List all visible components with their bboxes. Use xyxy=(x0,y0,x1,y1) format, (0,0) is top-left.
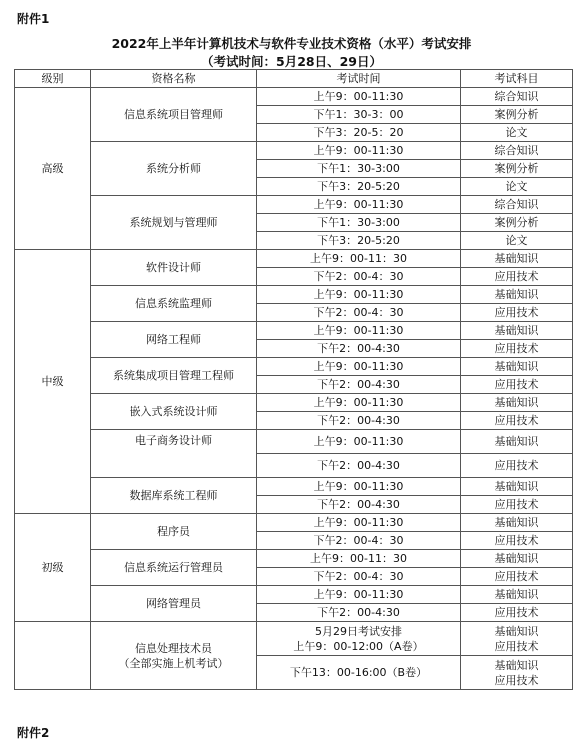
exam-subject: 综合知识 xyxy=(461,88,573,106)
qualification-name: 网络管理员 xyxy=(91,586,257,622)
exam-subject: 案例分析 xyxy=(461,160,573,178)
table-row xyxy=(15,142,573,160)
exam-time: 上午9：00-11:30 xyxy=(257,142,461,160)
exam-subject: 基础知识 xyxy=(461,478,573,496)
header-subject: 考试科目 xyxy=(461,70,573,88)
exam-subject: 基础知识 xyxy=(461,286,573,304)
qualification-name: 嵌入式系统设计师 xyxy=(91,394,257,430)
exam-subject: 基础知识 xyxy=(461,550,573,568)
header-qualification: 资格名称 xyxy=(91,70,257,88)
qualification-name: 系统集成项目管理工程师 xyxy=(91,358,257,394)
exam-time-a: 上午9：00-12:00（A卷） xyxy=(293,639,424,653)
exam-time-b: 下午13：00-16:00（B卷） xyxy=(257,656,461,690)
annex-2-label: 附件2 xyxy=(17,726,50,740)
level-middle: 中级 xyxy=(15,250,91,514)
exam-subject: 应用技术 xyxy=(461,604,573,622)
table-row xyxy=(15,550,573,568)
exam-time: 下午2：00-4：30 xyxy=(257,568,461,586)
page-subtitle: （考试时间：5月28日、29日） xyxy=(201,54,382,69)
exam-time: 下午3：20-5:20 xyxy=(257,178,461,196)
exam-subject: 综合知识 xyxy=(461,196,573,214)
exam-time: 上午9：00-11:30 xyxy=(257,586,461,604)
exam-time: 上午9：00-11:30 xyxy=(257,358,461,376)
exam-subject-a2: 应用技术 xyxy=(494,639,539,653)
exam-time: 上午9：00-11：30 xyxy=(257,250,461,268)
level-junior: 初级 xyxy=(15,514,91,622)
exam-date-note: 5月29日考试安排 xyxy=(315,624,402,638)
table-row xyxy=(15,286,573,304)
exam-subject: 论文 xyxy=(461,178,573,196)
exam-subject: 基础知识 xyxy=(461,430,573,454)
exam-subject: 应用技术 xyxy=(461,340,573,358)
exam-subject-b1: 基础知识 xyxy=(494,658,539,672)
exam-subject: 论文 xyxy=(461,124,573,142)
exam-time: 下午1：30-3：00 xyxy=(257,106,461,124)
qualification-name: 信息系统项目管理师 xyxy=(91,88,257,142)
exam-subject: 基础知识 xyxy=(461,322,573,340)
exam-subject: 案例分析 xyxy=(461,106,573,124)
exam-subject: 综合知识 xyxy=(461,142,573,160)
qualification-name: 数据库系统工程师 xyxy=(91,478,257,514)
qualification-name-line1: 信息处理技术员 xyxy=(135,641,212,655)
exam-subject xyxy=(461,622,573,656)
exam-schedule-table xyxy=(14,69,573,690)
table-row xyxy=(15,250,573,268)
table-row xyxy=(15,322,573,340)
table-row xyxy=(15,430,573,454)
qualification-name: 网络工程师 xyxy=(91,322,257,358)
exam-time: 下午2：00-4:30 xyxy=(257,412,461,430)
exam-time: 上午9：00-11:30 xyxy=(257,286,461,304)
exam-time: 下午2：00-4:30 xyxy=(257,454,461,478)
exam-time: 下午2：00-4:30 xyxy=(257,496,461,514)
exam-subject: 案例分析 xyxy=(461,214,573,232)
table-header-row xyxy=(15,70,573,88)
exam-subject: 基础知识 xyxy=(461,358,573,376)
qualification-name-line2: （全部实施上机考试） xyxy=(118,656,229,670)
exam-subject: 论文 xyxy=(461,232,573,250)
qualification-name: 软件设计师 xyxy=(91,250,257,286)
exam-subject: 基础知识 xyxy=(461,250,573,268)
exam-time: 下午2：00-4:30 xyxy=(257,340,461,358)
exam-subject xyxy=(461,656,573,690)
annex-label: 附件1 xyxy=(17,12,50,26)
page-title: 2022年上半年计算机技术与软件专业技术资格（水平）考试安排 xyxy=(111,36,472,51)
exam-subject: 基础知识 xyxy=(461,586,573,604)
exam-time: 下午2：00-4:30 xyxy=(257,376,461,394)
table-row xyxy=(15,514,573,532)
exam-time: 上午9：00-11:30 xyxy=(257,514,461,532)
exam-time: 下午2：00-4：30 xyxy=(257,304,461,322)
exam-time: 下午2：00-4：30 xyxy=(257,268,461,286)
exam-subject: 应用技术 xyxy=(461,376,573,394)
qualification-name: 程序员 xyxy=(91,514,257,550)
qualification-name: 信息系统运行管理员 xyxy=(91,550,257,586)
exam-subject-b2: 应用技术 xyxy=(494,673,539,687)
exam-time: 上午9：00-11:30 xyxy=(257,430,461,454)
table-row xyxy=(15,586,573,604)
level-senior: 高级 xyxy=(15,88,91,250)
table-row xyxy=(15,88,573,106)
exam-time: 下午1：30-3:00 xyxy=(257,214,461,232)
level-blank xyxy=(15,622,91,690)
qualification-name: 系统规划与管理师 xyxy=(91,196,257,250)
exam-subject: 应用技术 xyxy=(461,496,573,514)
qualification-name: 系统分析师 xyxy=(91,142,257,196)
exam-time: 上午9：00-11:30 xyxy=(257,196,461,214)
table-row xyxy=(15,622,573,656)
exam-subject-a1: 基础知识 xyxy=(494,624,539,638)
header-level: 级别 xyxy=(15,70,91,88)
exam-subject: 基础知识 xyxy=(461,514,573,532)
qualification-name: 信息系统监理师 xyxy=(91,286,257,322)
table-row xyxy=(15,196,573,214)
exam-time: 下午3：20-5:20 xyxy=(257,232,461,250)
header-exam-time: 考试时间 xyxy=(257,70,461,88)
exam-subject: 基础知识 xyxy=(461,394,573,412)
exam-time: 上午9：00-11:30 xyxy=(257,394,461,412)
exam-subject: 应用技术 xyxy=(461,532,573,550)
exam-time: 上午9：00-11:30 xyxy=(257,478,461,496)
table-row xyxy=(15,358,573,376)
exam-subject: 应用技术 xyxy=(461,268,573,286)
exam-subject: 应用技术 xyxy=(461,412,573,430)
table-row xyxy=(15,478,573,496)
exam-subject: 应用技术 xyxy=(461,568,573,586)
exam-time xyxy=(257,622,461,656)
exam-time: 上午9：00-11:30 xyxy=(257,322,461,340)
exam-time: 下午2：00-4:30 xyxy=(257,604,461,622)
exam-time: 上午9：00-11:30 xyxy=(257,88,461,106)
table-row xyxy=(15,394,573,412)
exam-time: 上午9：00-11：30 xyxy=(257,550,461,568)
qualification-name xyxy=(91,622,257,690)
exam-time: 下午1：30-3:00 xyxy=(257,160,461,178)
qualification-name: 电子商务设计师 xyxy=(91,430,257,478)
exam-subject: 应用技术 xyxy=(461,454,573,478)
exam-time: 下午2：00-4：30 xyxy=(257,532,461,550)
exam-time: 下午3：20-5：20 xyxy=(257,124,461,142)
exam-subject: 应用技术 xyxy=(461,304,573,322)
